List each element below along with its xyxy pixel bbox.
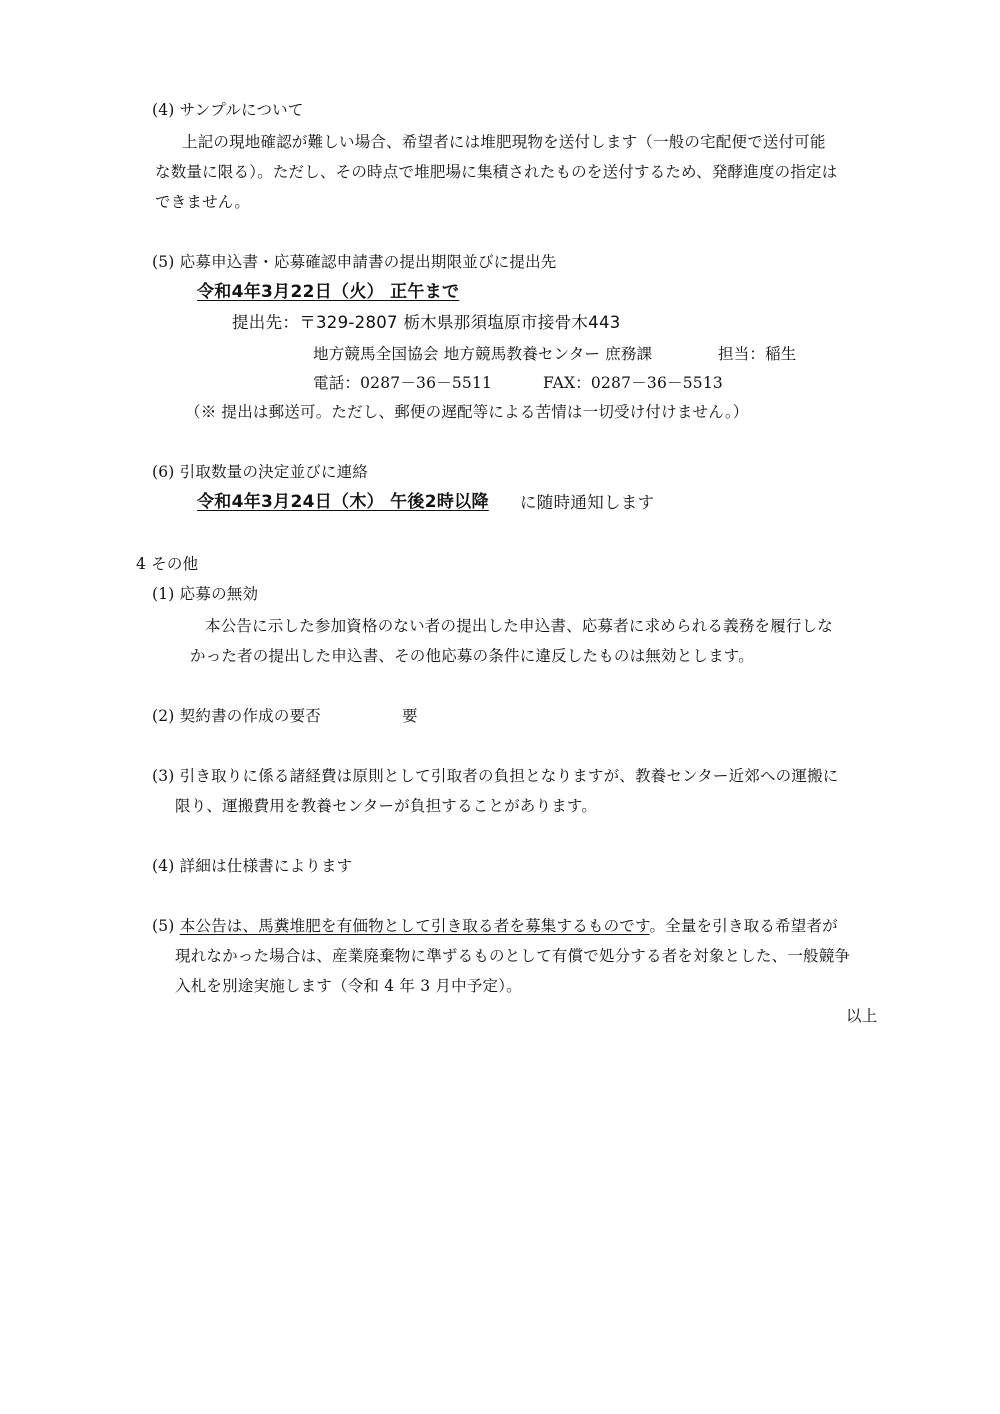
sample-body-line-2: な数量に限る）。ただし、その時点で堆肥場に集積されたものを送付するため、発酵進度の指定は <box>155 163 838 181</box>
sample-heading: (4) サンプルについて <box>152 101 304 119</box>
notice-line-1 <box>152 916 838 936</box>
submission-organization: 地方競馬全国協会 地方競馬教養センター 庶務課 <box>313 345 653 363</box>
decision-heading: (6) 引取数量の決定並びに連絡 <box>152 463 369 481</box>
submission-heading: (5) 応募申込書・応募確認申請書の提出期限並びに提出先 <box>152 253 557 271</box>
invalid-heading: (1) 応募の無効 <box>152 585 259 603</box>
notice-line-3: 入札を別途実施します（令和 4 年 3 月中予定）。 <box>175 977 522 995</box>
invalid-body-line-1: 本公告に示した参加資格のない者の提出した申込書、応募者に求められる義務を履行しな <box>205 617 834 635</box>
submission-tel: 電話：0287－36－5511 <box>313 374 493 392</box>
submission-fax: FAX：0287－36－5513 <box>543 374 723 392</box>
notice-rest: 。全量を引き取る希望者が <box>649 917 838 935</box>
sample-body-line-3: できません。 <box>155 193 251 211</box>
decision-date: 令和4年3月24日（木） 午後2時以降 <box>197 492 489 512</box>
details-line: (4) 詳細は仕様書によります <box>152 857 353 875</box>
contract-value: 要 <box>402 707 418 725</box>
notice-prefix: (5) <box>152 917 180 935</box>
decision-suffix: に随時通知します <box>520 493 655 512</box>
sample-body-line-1: 上記の現地確認が難しい場合、希望者には堆肥現物を送付します（一般の宅配便で送付可能 <box>182 133 826 151</box>
contract-heading: (2) 契約書の作成の要否 <box>152 707 321 725</box>
costs-line-1: (3) 引き取りに係る諸経費は原則として引取者の負担となりますが、教養センター近郊への運搬に <box>152 767 839 785</box>
others-heading: 4 その他 <box>136 555 199 573</box>
notice-line-2: 現れなかった場合は、産業廃棄物に準ずるものとして有償で処分する者を対象とした、一般競争 <box>175 947 851 965</box>
submission-person: 担当：稲生 <box>718 345 797 363</box>
costs-line-2: 限り、運搬費用を教養センターが負担することがあります。 <box>175 797 598 815</box>
submission-deadline: 令和4年3月22日（火） 正午まで <box>197 282 460 302</box>
invalid-body-line-2: かった者の提出した申込書、その他応募の条件に違反したものは無効とします。 <box>190 647 754 665</box>
closing-mark: 以上 <box>846 1007 878 1025</box>
submission-note: （※ 提出は郵送可。ただし、郵便の遅配等による苦情は一切受け付けません。） <box>185 403 749 421</box>
notice-underlined: 本公告は、馬糞堆肥を有価物として引き取る者を募集するものです <box>179 917 650 935</box>
submission-address: 提出先：〒329-2807 栃木県那須塩原市接骨木443 <box>232 313 621 332</box>
